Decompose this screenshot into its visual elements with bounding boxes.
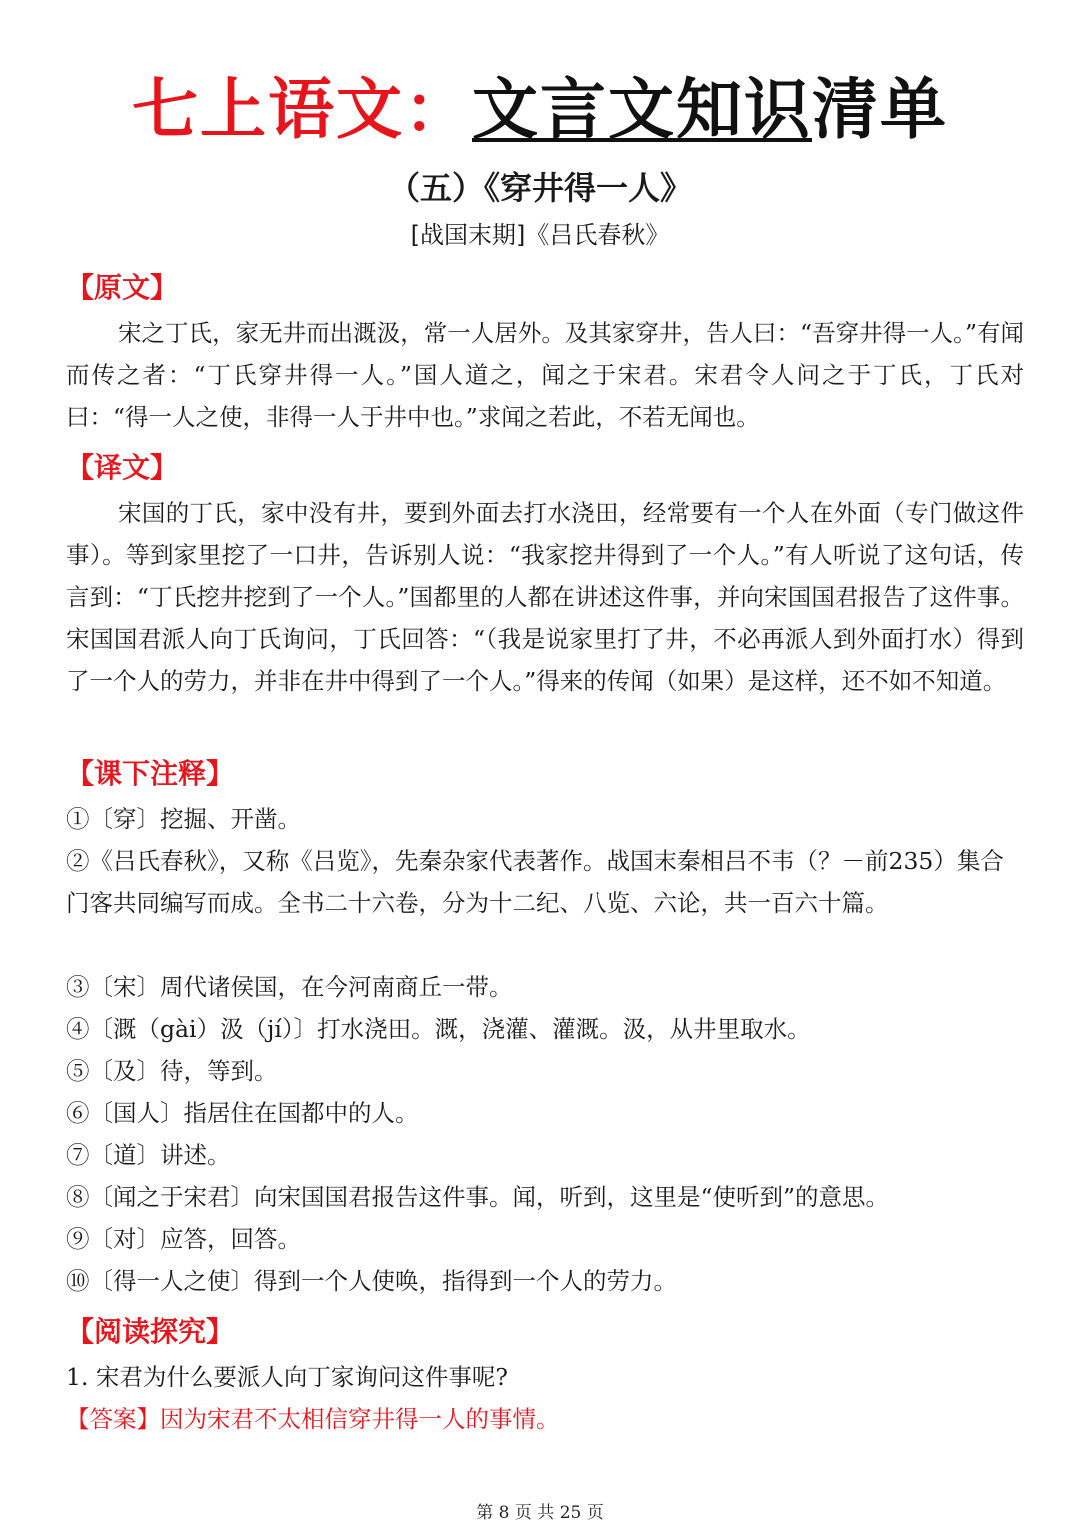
- reading-heading: 【阅读探究】: [66, 1315, 235, 1348]
- note-item-2: ②《吕氏春秋》，又称《吕览》，先秦杂家代表著作。战国末秦相吕不韦（？－前235）集合门客共同编写而成。全书二十六卷，分为十二纪、八览、六论，共一百六十篇。: [66, 847, 1004, 917]
- page-title: [0, 68, 1080, 152]
- reading-question: 1. 宋君为什么要派人向丁家询问这件事呢?: [66, 1363, 508, 1391]
- note-item-9: ⑨〔对〕应答，回答。: [66, 1225, 301, 1253]
- translation-text: 宋国的丁氏，家中没有井，要到外面去打水浇田，经常要有一个人在外面（专门做这件事）。等到家里挖了一口井，告诉别人说：“我家挖井得到了一个人。”有人听说了这句话，传言到：“丁氏挖井挖到了一个人。”国都里的人都在讲述这件事，并向宋国国君报告了这件事。宋国国君派人向丁氏询问，丁氏回答：“（我是说家里打了井，不必再派人到外面打水）得到了一个人的劳力，并非在井中得到了一个人。”得来的传闻（如果）是这样，还不如不知道。: [66, 499, 1024, 695]
- original-text: 宋之丁氏，家无井而出溉汲，常一人居外。及其家穿井，告人曰：“吾穿井得一人。”有闻而传之者：“丁氏穿井得一人。”国人道之，闻之于宋君。宋君令人问之于丁氏，丁氏对曰：“得一人之使，非得一人于井中也。”求闻之若此，不若无闻也。: [66, 319, 1024, 431]
- note-item-8: ⑧〔闻之于宋君〕向宋国国君报告这件事。闻，听到，这里是“使听到”的意思。: [66, 1183, 890, 1211]
- notes-heading: 【课下注释】: [66, 757, 235, 790]
- title-suffix: 清单: [812, 71, 948, 148]
- note-item-5: ⑤〔及〕待，等到。: [66, 1057, 278, 1085]
- lesson-subtitle: （五）《穿井得一人》: [387, 169, 692, 207]
- note-item-6: ⑥〔国人〕指居住在国都中的人。: [66, 1099, 419, 1127]
- title-underlined: 文言文知识: [472, 71, 812, 148]
- lesson-source: [战国末期]《吕氏春秋》: [410, 221, 670, 249]
- title-prefix: 七上语文：: [132, 71, 472, 148]
- note-item-3: ③〔宋〕周代诸侯国，在今河南商丘一带。: [66, 973, 513, 1001]
- note-item-4: ④〔溉（gài）汲（jí）〕打水浇田。溉，浇灌、灌溉。汲，从井里取水。: [66, 1015, 811, 1043]
- page-footer: 第 8 页 共 25 页: [476, 1503, 604, 1523]
- reading-answer: 【答案】因为宋君不太相信穿井得一人的事情。: [66, 1405, 560, 1433]
- note-item-7: ⑦〔道〕讲述。: [66, 1141, 231, 1169]
- note-item-1: ①〔穿〕挖掘、开凿。: [66, 805, 301, 833]
- translation-heading: 【译文】: [66, 451, 179, 484]
- note-item-10: ⑩〔得一人之使〕得到一个人使唤，指得到一个人的劳力。: [66, 1267, 677, 1295]
- original-heading: 【原文】: [66, 271, 179, 304]
